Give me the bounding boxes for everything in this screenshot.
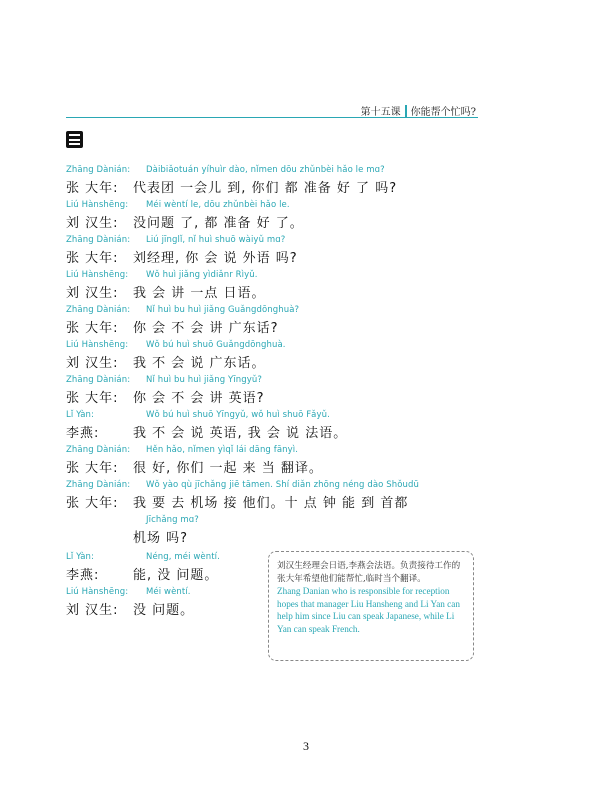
hanzi-line: 能, 没 问题。 <box>133 568 219 583</box>
speaker-name: 刘 汉生: <box>66 216 119 231</box>
speaker-pinyin: Liú Hànshēng: <box>66 200 129 210</box>
hanzi-line: 很 好, 你们 一起 来 当 翻译。 <box>133 461 323 476</box>
speaker-name: 刘 汉生: <box>66 356 119 371</box>
hanzi-line: 没问题 了, 都 准备 好 了。 <box>133 216 304 231</box>
speaker-pinyin: Liú Hànshēng: <box>66 587 129 597</box>
speaker-pinyin: Zhāng Dànián: <box>66 375 131 385</box>
pinyin-line: Dàibiǎotuán yíhuìr dào, nǐmen dōu zhǔnbèi hǎo le mɑ? <box>146 165 385 175</box>
speaker-pinyin: Lǐ Yàn: <box>66 552 94 562</box>
pinyin-line: Wǒ bú huì shuō Yīngyǔ, wǒ huì shuō Fǎyǔ. <box>146 410 330 420</box>
speaker-name: 张 大年: <box>66 391 119 406</box>
pinyin-line: Néng, méi wèntí. <box>146 552 220 562</box>
speaker-pinyin: Lǐ Yàn: <box>66 410 94 420</box>
hanzi-line: 你 会 不 会 讲 广东话? <box>133 321 279 336</box>
pinyin-line: Hěn hǎo, nǐmen yìqǐ lái dāng fānyì. <box>146 445 299 455</box>
pinyin-line: Méi wèntí. <box>146 587 191 597</box>
speaker-pinyin: Liú Hànshēng: <box>66 270 129 280</box>
hanzi-line: 我 会 讲 一点 日语。 <box>133 286 266 301</box>
speaker-name: 张 大年: <box>66 251 119 266</box>
hanzi-line: 我 不 会 说 英语, 我 会 说 法语。 <box>133 426 348 441</box>
note-english: Zhang Danian who is responsible for reception hopes that manager Liu Hansheng and Li Yan can help him since Liu can speak Japanese, while Li Yan can speak French. <box>277 586 460 634</box>
pinyin-line: Nǐ huì bu huì jiǎng Guǎngdōnghuà? <box>146 305 300 315</box>
pinyin-line: Jīchǎng mɑ? <box>146 515 199 525</box>
speaker-name: 张 大年: <box>66 321 119 336</box>
pinyin-line: Nǐ huì bu huì jiǎng Yīngyǔ? <box>146 375 262 385</box>
speaker-name: 李燕: <box>66 568 100 583</box>
note-chinese: 刘汉生经理会日语,李燕会法语。负责接待工作的张大年希望他们能帮忙,临时当个翻译。 <box>277 561 461 584</box>
section-mark <box>66 131 83 148</box>
header-separator <box>405 105 407 117</box>
pinyin-line: Wǒ bú huì shuō Guǎngdōnghuà. <box>146 340 286 350</box>
speaker-pinyin: Zhāng Dànián: <box>66 305 131 315</box>
lesson-title: 你能帮个忙吗? <box>410 107 476 118</box>
speaker-name: 刘 汉生: <box>66 603 119 618</box>
pinyin-line: Wǒ huì jiǎng yìdiǎnr Rìyǔ. <box>146 270 258 280</box>
page-number: 3 <box>303 739 309 753</box>
speaker-pinyin: Zhāng Dànián: <box>66 165 131 175</box>
speaker-name: 刘 汉生: <box>66 286 119 301</box>
speaker-name: 李燕: <box>66 426 100 441</box>
hanzi-line: 我 不 会 说 广东话。 <box>133 356 266 371</box>
pinyin-line: Wǒ yào qù jīchǎng jiē tāmen. Shí diǎn zhōng néng dào Shǒudū <box>146 480 420 490</box>
note-box <box>268 551 474 661</box>
hanzi-line: 我 要 去 机场 接 他们。十 点 钟 能 到 首都 <box>133 496 409 511</box>
hanzi-line: 代表团 一会儿 到, 你们 都 准备 好 了 吗? <box>133 181 398 196</box>
hanzi-line: 刘经理, 你 会 说 外语 吗? <box>133 251 298 266</box>
speaker-name: 张 大年: <box>66 496 119 511</box>
pinyin-line: Liú jīnglǐ, nǐ huì shuō wàiyǔ mɑ? <box>146 235 286 245</box>
lesson-number: 第十五课 <box>360 107 401 118</box>
speaker-name: 张 大年: <box>66 461 119 476</box>
hanzi-line: 你 会 不 会 讲 英语? <box>133 391 265 406</box>
hanzi-line: 没 问题。 <box>133 603 195 618</box>
header-title <box>361 103 476 118</box>
speaker-pinyin: Zhāng Dànián: <box>66 480 131 490</box>
hanzi-line: 机场 吗? <box>133 531 189 546</box>
speaker-pinyin: Liú Hànshēng: <box>66 340 129 350</box>
speaker-name: 张 大年: <box>66 181 119 196</box>
pinyin-line: Méi wèntí le, dōu zhǔnbèi hǎo le. <box>146 200 290 210</box>
speaker-pinyin: Zhāng Dànián: <box>66 235 131 245</box>
speaker-pinyin: Zhāng Dànián: <box>66 445 131 455</box>
